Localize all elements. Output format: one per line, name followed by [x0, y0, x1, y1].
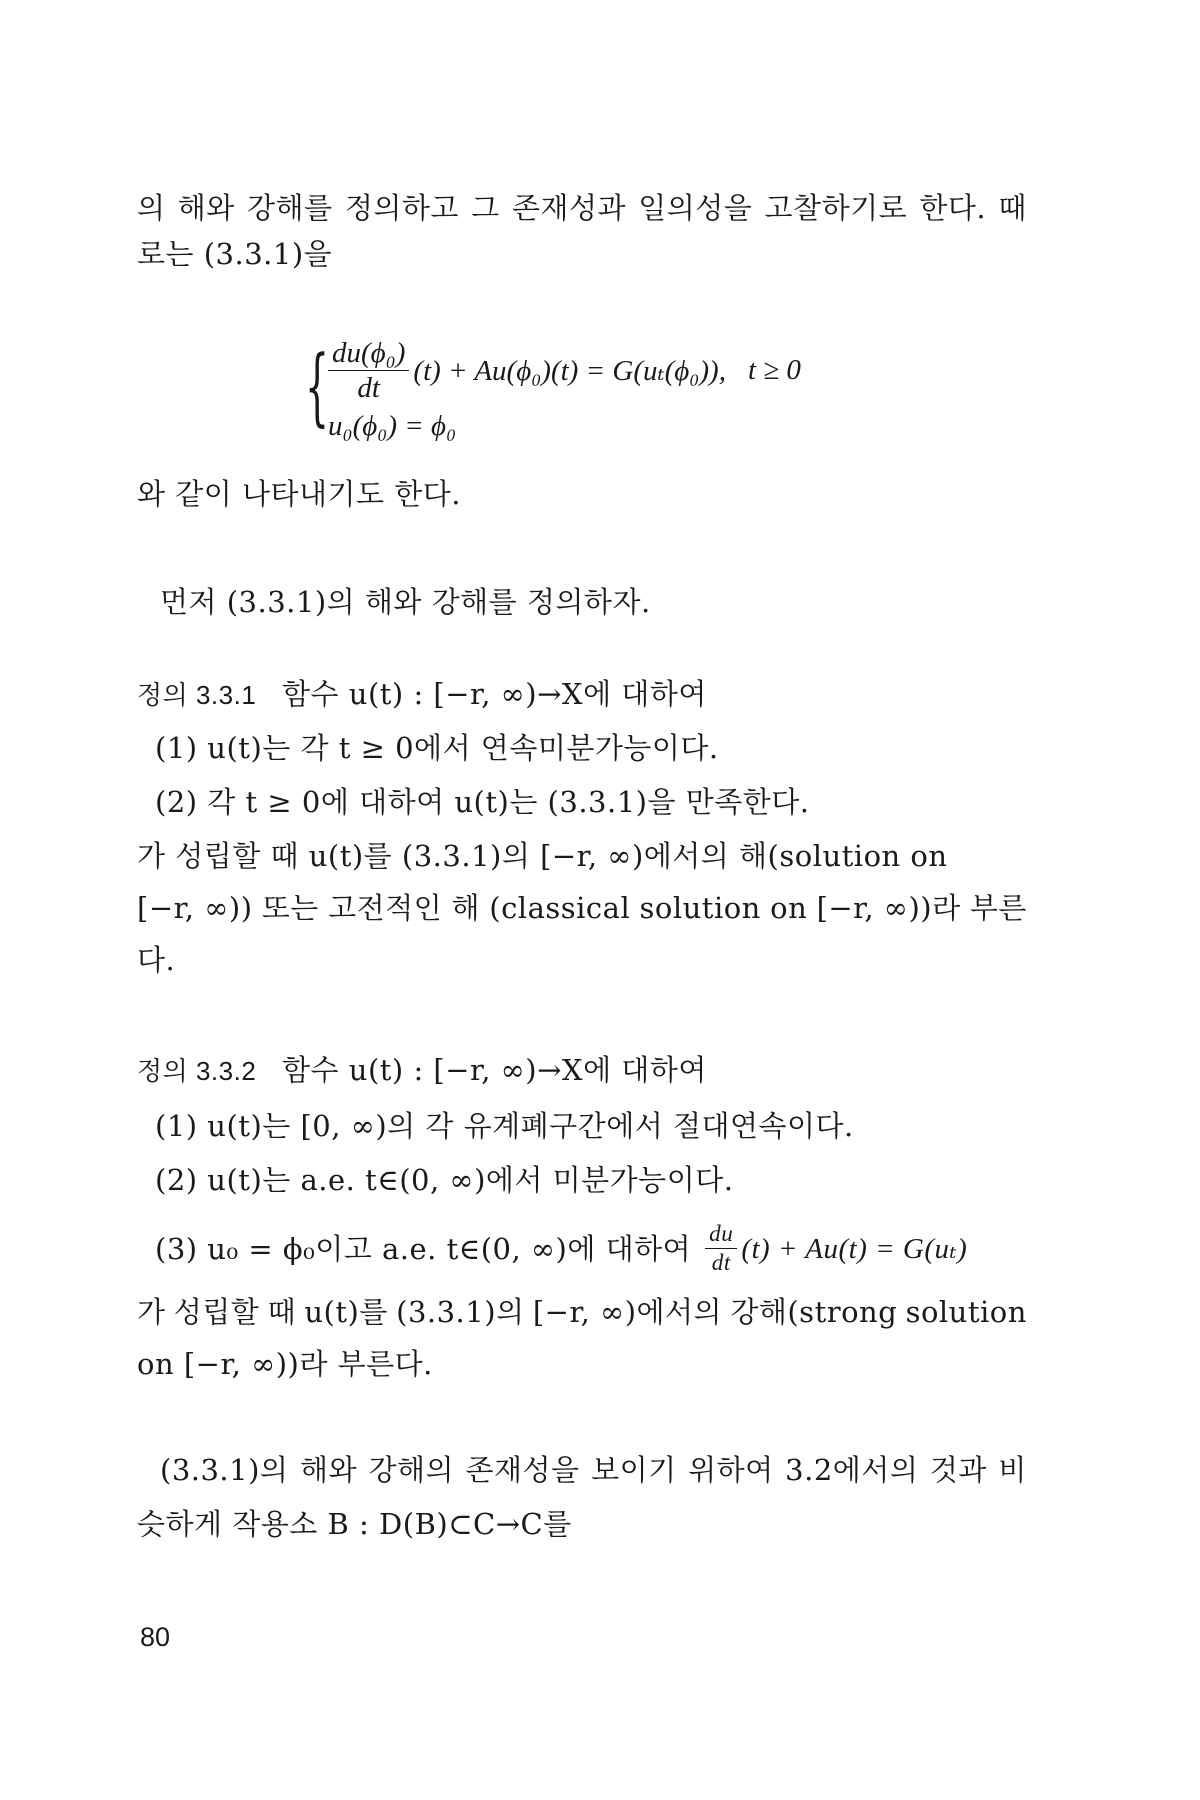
definition-1-item-1: (1) u(t)는 각 t ≥ 0에서 연속미분가능이다.	[155, 731, 719, 765]
word: 한다.	[919, 191, 987, 225]
fraction-numerator: du(ϕ₀)	[328, 338, 409, 371]
closing-line-2: 슷하게 작용소 B : D(B)⊂C→C를	[137, 1507, 572, 1541]
word: 부른	[969, 891, 1027, 925]
word: 존재성을	[465, 1453, 580, 1487]
word: u(t)를	[304, 1295, 388, 1329]
definition-1-conclusion-line-3: 다.	[137, 943, 176, 977]
word: [−r, ∞))라	[816, 891, 961, 925]
word: 고전적인	[328, 891, 443, 925]
word: 존재성과	[511, 191, 626, 225]
word: 비	[998, 1453, 1027, 1487]
lead-sentence: 먼저 (3.3.1)의 해와 강해를 정의하자.	[160, 585, 651, 619]
fraction-denominator: dt	[711, 1250, 731, 1277]
definition-heading: 정의 3.3.1	[137, 680, 257, 710]
fraction-denominator: dt	[357, 372, 380, 405]
word: 그	[471, 191, 500, 225]
word: 위하여	[688, 1453, 774, 1487]
word: 가	[137, 1295, 166, 1329]
word: 정의하고	[344, 191, 459, 225]
word: (classical	[489, 891, 631, 925]
word: 3.2에서의	[785, 1453, 919, 1487]
intro-line-1	[137, 188, 1027, 228]
word: 해와	[177, 191, 235, 225]
definition-2-item-1: (1) u(t)는 [0, ∞)의 각 유계폐구간에서 절대연속이다.	[155, 1109, 854, 1143]
definition-2-header	[137, 1050, 707, 1091]
closing-line-1	[160, 1450, 1027, 1490]
word: (3.3.1)의	[396, 1295, 525, 1329]
system-brace: {	[305, 337, 330, 435]
definition-heading: 정의 3.3.2	[137, 1056, 257, 1086]
page-number: 80	[140, 1622, 171, 1652]
equation-condition: t ≥ 0	[747, 354, 801, 387]
derivative-fraction	[705, 1222, 737, 1276]
definition-1-conclusion-line-1: 가 성립할 때 u(t)를 (3.3.1)의 [−r, ∞)에서의 해(solution on	[137, 839, 948, 873]
system-equation-2: u₀(ϕ₀) = ϕ₀	[328, 410, 457, 442]
definition-2-conclusion-line-1	[137, 1292, 1027, 1332]
word: 해	[451, 891, 480, 925]
word: solution	[905, 1295, 1027, 1329]
word: on	[770, 891, 808, 925]
word: 또는	[261, 891, 319, 925]
equation-rest: (t) + Au(t) = G(uₜ)	[741, 1232, 968, 1265]
word: 때	[267, 1295, 297, 1329]
definition-2-conclusion-line-2: on [−r, ∞))라 부른다.	[137, 1347, 433, 1381]
item-text: (3) u₀ = ϕ₀이고 a.e. t∈(0, ∞)에 대하여	[155, 1231, 692, 1266]
fraction-numerator: du	[705, 1222, 737, 1249]
word: 고찰하기로	[764, 191, 908, 225]
definition-statement: 함수 u(t) : [−r, ∞)→X에 대하여	[282, 1053, 707, 1087]
word: (3.3.1)의	[160, 1453, 289, 1487]
derivative-fraction	[328, 338, 409, 404]
definition-2-item-2: (2) u(t)는 a.e. t∈(0, ∞)에서 미분가능이다.	[155, 1163, 734, 1197]
definition-statement: 함수 u(t) : [−r, ∞)→X에 대하여	[282, 677, 707, 711]
word: 성립할	[173, 1295, 260, 1329]
word: 일의성을	[638, 191, 753, 225]
word: 강해를	[247, 191, 333, 225]
word: 의	[137, 191, 166, 225]
word: 강해의	[368, 1453, 455, 1487]
word: [−r, ∞)에서의	[532, 1295, 723, 1329]
word: 해와	[299, 1453, 357, 1487]
word: 강해(strong	[730, 1295, 898, 1329]
definition-1-header	[137, 674, 707, 715]
after-system-text: 와 같이 나타내기도 한다.	[137, 477, 462, 511]
definition-1-conclusion-line-2	[137, 888, 1027, 928]
intro-line-2: 로는 (3.3.1)을	[137, 237, 333, 271]
definition-2-item-3	[155, 1222, 967, 1276]
word: 보이기	[591, 1453, 677, 1487]
word: solution	[639, 891, 761, 925]
definition-1-item-2: (2) 각 t ≥ 0에 대하여 u(t)는 (3.3.1)을 만족한다.	[155, 785, 810, 819]
word: 때	[998, 191, 1027, 225]
word: [−r, ∞))	[137, 891, 253, 925]
word: 것과	[929, 1453, 987, 1487]
equation-rest: (t) + Au(ϕ₀)(t) = G(uₜ(ϕ₀)),	[413, 355, 726, 388]
system-equation-1	[328, 338, 801, 404]
